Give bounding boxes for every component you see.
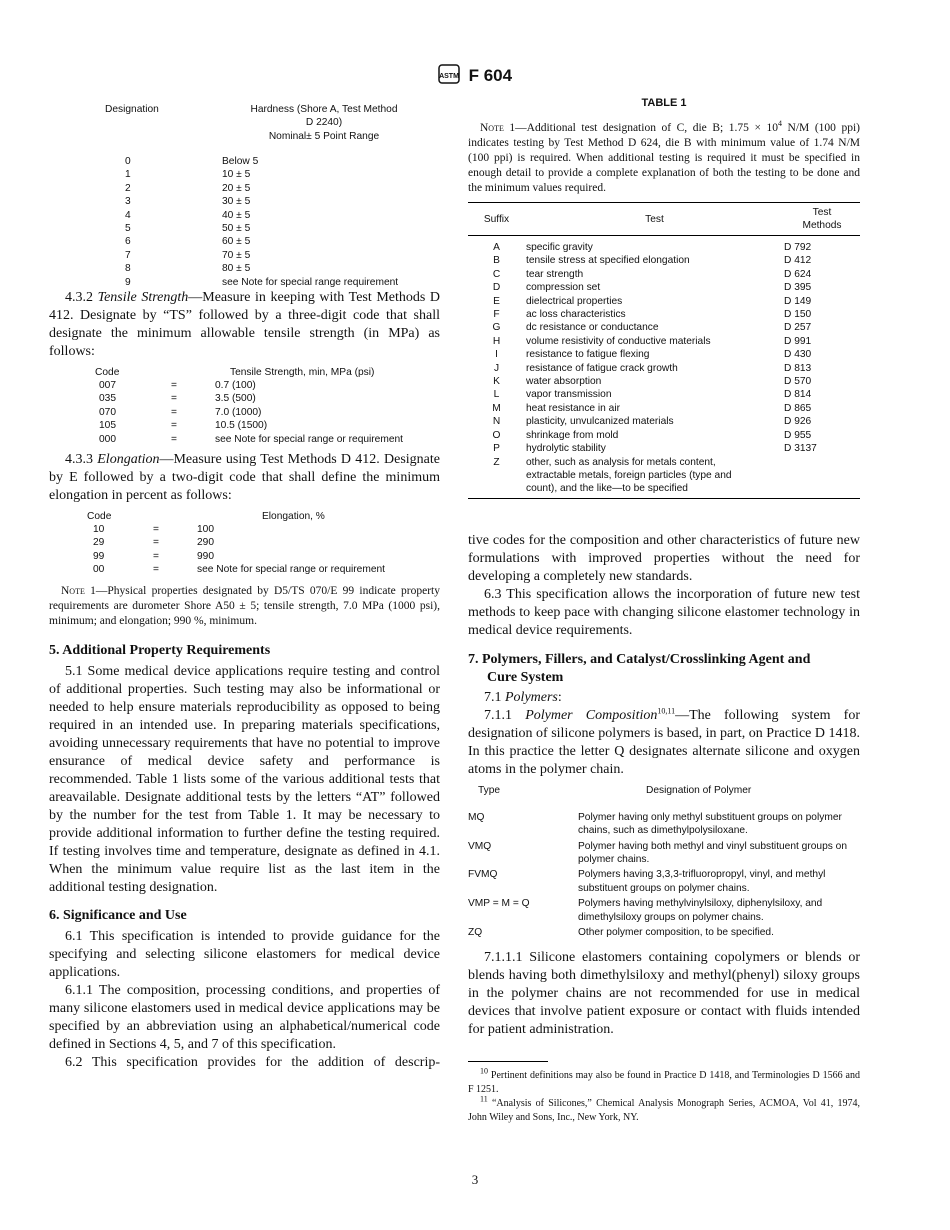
table-1-body — [468, 236, 860, 499]
table-1-suffix: G — [492, 322, 501, 334]
hardness-row — [49, 222, 439, 235]
polymer-type-row — [468, 840, 860, 867]
tensile-row — [49, 379, 439, 392]
table-1-suffix: K — [493, 376, 500, 388]
polymer-type-col1-header: Type — [478, 784, 501, 796]
polymer-designation: Other polymer composition, to be specified. — [578, 926, 774, 938]
tensile-col1-header: Code — [95, 367, 120, 378]
astm-logo-label: ASTM — [438, 73, 459, 80]
tensile-code: 105 — [99, 420, 116, 432]
polymer-designation: Polymers having 3,3,3-trifluoropropyl, vinyl, and methyl substituent groups on polymer chains. — [578, 869, 826, 894]
table-1-row — [468, 402, 860, 415]
tensile-equals: = — [171, 380, 177, 391]
hardness-row — [49, 195, 439, 208]
hardness-designation: 5 — [125, 222, 131, 234]
table-1-method — [784, 456, 860, 499]
polymer-type-table — [468, 784, 860, 940]
footnotes — [468, 1069, 860, 1125]
table-1-test: compression set — [526, 282, 601, 294]
hardness-range: 30 ± 5 — [222, 196, 251, 208]
section-6-heading: 6. Significance and Use — [49, 908, 187, 923]
table-1-method: D 395 — [784, 282, 812, 294]
elongation-value: 990 — [197, 550, 214, 562]
table-1-suffix: N — [492, 416, 501, 428]
elongation-col1-header: Code — [87, 511, 112, 522]
table-1-test: heat resistance in air — [526, 402, 621, 414]
polymer-type-row — [468, 897, 860, 924]
hardness-range: 10 ± 5 — [222, 169, 251, 181]
table-1-suffix: H — [492, 335, 501, 347]
polymer-type: ZQ — [468, 926, 483, 938]
elongation-code: 00 — [93, 564, 105, 576]
hardness-row — [49, 249, 439, 262]
elongation-value: 100 — [197, 524, 214, 535]
table-1-row — [468, 362, 860, 375]
table-1-test: volume resistivity of conductive materials — [526, 335, 711, 347]
footnote-text: Pertinent definitions may also be found in Practice D 1418, and Terminologies D 1566 and F 1251. — [468, 1070, 860, 1096]
table-1-row — [468, 281, 860, 294]
hardness-designation: 9 — [125, 276, 131, 288]
table-1-row — [468, 335, 860, 348]
tensile-table — [49, 364, 440, 448]
hardness-range: see Note for special range requirement — [222, 276, 399, 288]
section-7-1-1-1: 7.1.1.1 Silicone elastomers containing copolymers or blends or blends having both dimethylsiloxy and methyl(phenyl) siloxy groups in the polymer chains are not recommended for use in medical devices that involve patient exposure or contact with fluids intended for patient administration. — [468, 950, 860, 1038]
table-1-suffix: M — [492, 402, 501, 414]
table-1-method: D 430 — [784, 349, 812, 361]
elongation-value: see Note for special range or requirement — [197, 564, 386, 576]
elongation-col3-header: Elongation, % — [262, 511, 325, 522]
tensile-equals: = — [171, 406, 177, 418]
tensile-row — [49, 433, 439, 446]
table-1-row — [468, 348, 860, 361]
hardness-designation: 8 — [125, 263, 131, 275]
table-1-method: D 926 — [784, 416, 812, 428]
table-1-suffix: Z — [493, 456, 500, 468]
tensile-row — [49, 406, 439, 419]
table-1-row — [468, 308, 860, 321]
footnote — [468, 1069, 860, 1097]
section-7-1: 7.1 Polymers: — [484, 689, 562, 705]
table-1-title: TABLE 1 — [641, 97, 687, 109]
table-1-header-test: Test — [645, 213, 664, 225]
tensile-code: 000 — [99, 433, 116, 445]
polymer-type: FVMQ — [468, 869, 498, 881]
tensile-equals: = — [171, 420, 177, 432]
table-1-method: D 624 — [784, 268, 812, 280]
hardness-range: 80 ± 5 — [222, 263, 251, 275]
hardness-designation: 6 — [125, 236, 131, 248]
hardness-range: 70 ± 5 — [222, 249, 251, 261]
hardness-col1-header: Designation — [105, 104, 159, 115]
table-1-test: shrinkage from mold — [526, 429, 619, 441]
left-column — [49, 100, 440, 1072]
hardness-row — [49, 262, 439, 275]
elongation-equals: = — [153, 550, 159, 562]
polymer-type-row — [468, 868, 860, 895]
table-1-test: hydrolytic stability — [526, 443, 606, 455]
table-1-method: D 955 — [784, 429, 812, 441]
tensile-value: 3.5 (500) — [215, 393, 256, 405]
document-id: F 604 — [468, 65, 513, 85]
polymer-type-row — [468, 811, 860, 838]
elongation-equals: = — [153, 524, 159, 535]
table-1-test: water absorption — [526, 376, 602, 388]
table-1-suffix: D — [492, 282, 501, 294]
hardness-rows — [49, 155, 439, 289]
page-header — [0, 64, 950, 89]
hardness-range: 20 ± 5 — [222, 182, 251, 194]
tensile-value: see Note for special range or requirement — [215, 433, 404, 445]
table-1-row — [468, 415, 860, 428]
table-1-method: D 149 — [784, 295, 812, 307]
section-7-heading: 7. Polymers, Fillers, and Catalyst/Crosslinking Agent and Cure System — [468, 651, 811, 685]
elongation-code: 99 — [93, 550, 105, 562]
hardness-row — [49, 168, 439, 181]
hardness-designation: 4 — [125, 209, 131, 221]
footnote-number: 11 — [480, 1095, 488, 1105]
table-1-suffix: I — [495, 349, 498, 361]
section-6-2-start: 6.2 This specification provides for the addition of descrip- — [65, 1055, 440, 1070]
astm-logo-icon — [438, 64, 460, 89]
table-1-suffix: E — [493, 295, 500, 307]
table-1-method: D 150 — [784, 309, 812, 321]
table-1-test: dc resistance or conductance — [526, 322, 659, 334]
table-1-suffix: P — [493, 443, 500, 455]
hardness-designation: 7 — [125, 249, 131, 261]
table-1-method: D 3137 — [784, 443, 817, 455]
hardness-designation: 2 — [125, 182, 131, 194]
hardness-row — [49, 155, 439, 168]
table-1-note: Note 1—Additional test designation of C, die B; $1.75 \times 10^4$ N/M (100 ppi) indicates testing by Test Method D 624, die B with minimum value of 1.74 N/M (100 ppi) is required. When additional testing is required it must be specified in enough detail to provide a complete explanation of both the testing to be done and the minimum values required. — [468, 119, 860, 194]
section-5-heading: 5. Additional Property Requirements — [49, 643, 271, 658]
hardness-designation: 0 — [125, 156, 131, 167]
table-1-suffix: A — [493, 242, 500, 253]
table-1-method: D 865 — [784, 402, 812, 414]
polymer-designation: Polymers having methylvinylsiloxy, diphenylsiloxy, and dimethylsiloxy groups on polymer chains. — [578, 898, 823, 923]
right-column — [468, 96, 860, 1125]
table-1-row — [468, 442, 860, 455]
table-1-test: other, such as analysis for metals content, extractable metals, foreign particles (type and count), and the like—to be specified — [526, 456, 732, 495]
table-1-suffix: J — [493, 362, 500, 374]
page-number: 3 — [471, 1172, 479, 1187]
table-1-method: D 257 — [784, 322, 812, 334]
hardness-designation: 3 — [125, 196, 131, 208]
tensile-equals: = — [171, 433, 177, 445]
polymer-type-col2-header: Designation of Polymer — [646, 784, 752, 796]
table-1-test: dielectrical properties — [526, 295, 623, 307]
elongation-code: 10 — [93, 524, 105, 535]
tensile-value: 7.0 (1000) — [215, 406, 262, 418]
table-1-method: D 570 — [784, 376, 812, 388]
polymer-type: VMQ — [468, 840, 492, 852]
section-4-3-2: 4.3.2 Tensile Strength—Measure in keeping with Test Methods D 412. Designate by “TS” followed by a three-digit code that shall designate the minimum allowable tensile strength (in MPa) as follows: — [49, 290, 441, 359]
table-1-row — [468, 295, 860, 308]
table-1-test: ac loss characteristics — [526, 309, 626, 321]
hardness-range: Below 5 — [222, 156, 259, 167]
section-7-1-1: 7.1.1 Polymer Composition$^{10,11}$—The following system for designation of silicone polymers is based, in part, on Practice D 1418. In this practice the letter Q designates alternate silicone and oxygen atoms in the polymer chain. — [468, 706, 861, 777]
table-1 — [468, 202, 860, 499]
table-1-test: resistance to fatigue flexing — [526, 349, 650, 361]
tensile-row — [49, 419, 439, 432]
tensile-code: 035 — [99, 393, 116, 405]
footnote-text: “Analysis of Silicones,” Chemical Analysis Monograph Series, ACMOA, Vol 41, 1974, John Wiley and Sons, Inc., New York, NY. — [468, 1098, 860, 1124]
table-1-header-suffix: Suffix — [483, 213, 510, 225]
section-4-3-3: 4.3.3 Elongation—Measure using Test Methods D 412. Designate by E followed by a two-digit code that shall define the minimum elongation in percent as follows: — [49, 452, 440, 503]
table-1-suffix: L — [493, 389, 500, 401]
polymer-designation: Polymer having both methyl and vinyl substituent groups on polymer chains. — [578, 840, 847, 865]
table-1-row — [468, 456, 860, 499]
elongation-rows — [49, 523, 439, 577]
table-1-test: resistance of fatigue crack growth — [526, 362, 678, 374]
hardness-col2-header: Hardness (Shore A, Test Method D 2240) Nominal± 5 Point Range — [250, 104, 398, 142]
elongation-row — [49, 563, 439, 576]
table-1-header-methods: Test Methods — [802, 207, 842, 231]
table-1-test: vapor transmission — [526, 389, 612, 401]
tensile-code: 007 — [99, 380, 116, 391]
hardness-row — [49, 235, 439, 248]
table-1-row — [468, 375, 860, 388]
table-1-method: D 814 — [784, 389, 812, 401]
table-1-row — [468, 254, 860, 267]
tensile-col3-header: Tensile Strength, min, MPa (psi) — [230, 367, 375, 378]
section-6-1: 6.1 This specification is intended to provide guidance for the specifying and selecting silicone elastomers for medical device applications. — [49, 929, 440, 980]
footnote-rule — [468, 1061, 548, 1062]
hardness-range: 50 ± 5 — [222, 222, 251, 234]
polymer-type: VMP = M = Q — [468, 898, 530, 910]
table-1-suffix: O — [492, 429, 501, 441]
table-1-suffix: F — [493, 309, 500, 321]
table-1-test: specific gravity — [526, 242, 593, 253]
table-1-row — [468, 429, 860, 442]
tensile-code: 070 — [99, 406, 116, 418]
elongation-equals: = — [153, 564, 159, 576]
hardness-row — [49, 209, 439, 222]
polymer-type-row — [468, 926, 860, 939]
table-1-method: D 412 — [784, 255, 812, 267]
footnote — [468, 1097, 860, 1125]
elongation-equals: = — [153, 537, 159, 549]
polymer-type-rows — [468, 811, 860, 940]
tensile-value: 10.5 (1500) — [215, 420, 268, 432]
table-1-row — [468, 321, 860, 334]
table-1-row — [468, 388, 860, 401]
table-1-test: plasticity, unvulcanized materials — [526, 416, 674, 428]
table-1-suffix: C — [492, 268, 501, 280]
table-1-suffix: B — [493, 255, 500, 267]
table-1-method: D 991 — [784, 335, 812, 347]
tensile-rows — [49, 379, 439, 446]
elongation-row — [49, 523, 439, 536]
tensile-value: 0.7 (100) — [215, 380, 256, 391]
hardness-range: 40 ± 5 — [222, 209, 251, 221]
section-6-2-continued: tive codes for the composition and other characteristics of future new formulations with improved properties without the need for developing a completely new standards. — [468, 532, 860, 584]
table-1-method: D 813 — [784, 362, 812, 374]
hardness-designation: 1 — [125, 169, 131, 181]
hardness-row — [49, 182, 439, 195]
polymer-designation: Polymer having only methyl substituent groups on polymer chains, such as dimethylpolysiloxane. — [578, 811, 842, 837]
elongation-code: 29 — [93, 537, 105, 549]
note-1-physical-properties: Note 1—Physical properties designated by D5/TS 070/E 99 indicate property requirements are durometer Shore A50 ± 5; tensile strength, 7.0 MPa (1000 psi), minimum; and elongation; 990 %, minimum. — [49, 585, 440, 627]
section-6-3: 6.3 This specification allows the incorporation of future new test methods to keep pace with changing silicone elastomer technology in medical device requirements. — [468, 586, 860, 638]
section-6-1-1: 6.1.1 The composition, processing conditions, and properties of many silicone elastomers used in medical device applications may be specified by an abbreviation using an alphabetical/numerical code defined in Sections 4, 5, and 7 of this specification. — [49, 983, 440, 1052]
hardness-row — [49, 276, 439, 289]
table-1-row — [468, 268, 860, 281]
tensile-equals: = — [171, 393, 177, 405]
elongation-row — [49, 550, 439, 563]
section-5-1: 5.1 Some medical device applications require testing and control of additional properties. Such testing may also be informational or needed to help ensure materials reproducibility as opposed to being required in an intended use. In preparing materials specifications, avoiding unnecessary requirements that have no potential to improve ensurance of medical device safety and performance is recommended. Table 1 lists some of the various additional tests that areavailable. Designate additional tests by the letters “AT” followed by the number for the test from Table 1. It may be necessary to provide additional information to further define the testing required. If testing involves time and temperature, designate as defined in 4.1. When the minimum value require list as the last item in the additional testing designation. — [49, 664, 440, 895]
elongation-row — [49, 536, 439, 549]
table-1-test: tear strength — [526, 268, 584, 280]
table-1-row — [468, 236, 860, 255]
table-1-test: tensile stress at specified elongation — [526, 255, 690, 267]
elongation-value: 290 — [197, 537, 214, 549]
footnote-number: 10 — [480, 1067, 488, 1077]
elongation-table — [49, 508, 440, 578]
polymer-type: MQ — [468, 811, 485, 823]
hardness-range: 60 ± 5 — [222, 236, 251, 248]
hardness-table — [49, 100, 440, 290]
tensile-row — [49, 392, 439, 405]
table-1-method: D 792 — [784, 242, 812, 253]
